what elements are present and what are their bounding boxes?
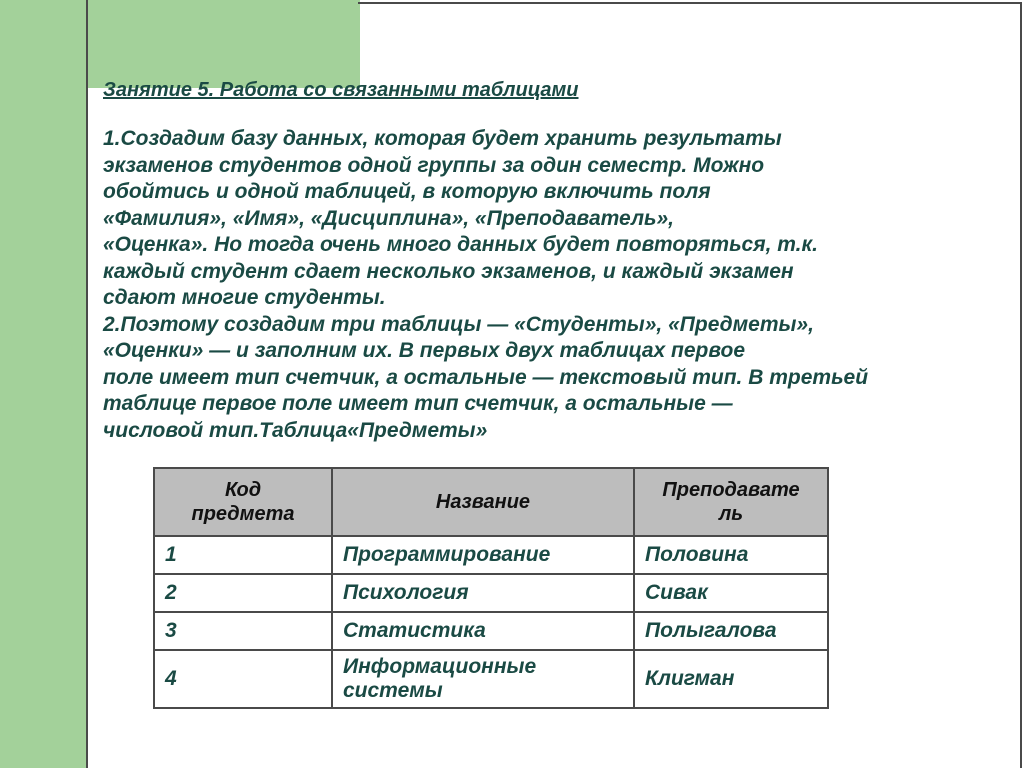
slide-title: Занятие 5. Работа со связанными таблицами <box>103 79 579 101</box>
header-subject-code: Код предмета <box>154 468 332 536</box>
paragraph-line: каждый студент сдает несколько экзаменов, и каждый экзамен <box>103 259 794 283</box>
table-header-row <box>154 468 828 536</box>
header-teacher: Преподавате ль <box>634 468 828 536</box>
cell-teacher: Полыгалова <box>634 612 828 650</box>
table-row <box>154 574 828 612</box>
paragraph-line: «Фамилия», «Имя», «Дисциплина», «Преподаватель», <box>103 206 674 230</box>
paragraph-line: 2.Поэтому создадим три таблицы — «Студенты», «Предметы», <box>103 312 814 336</box>
paragraph-line: поле имеет тип счетчик, а остальные — текстовый тип. В третьей <box>103 365 869 389</box>
cell-name: Программирование <box>332 536 634 574</box>
cell-code: 1 <box>154 536 332 574</box>
cell-code: 2 <box>154 574 332 612</box>
slide-paragraph <box>103 126 983 444</box>
paragraph-line: сдают многие студенты. <box>103 286 386 309</box>
cell-code: 3 <box>154 612 332 650</box>
slide-frame-right <box>1020 2 1022 768</box>
table-row <box>154 650 828 708</box>
paragraph-line: 1.Создадим базу данных, которая будет хранить результаты <box>103 127 782 150</box>
cell-name: Психология <box>332 574 634 612</box>
green-accent-bar <box>0 0 88 768</box>
paragraph-line: «Оценки» — и заполним их. В первых двух таблицах первое <box>103 339 746 362</box>
cell-code: 4 <box>154 650 332 708</box>
paragraph-line: «Оценка». Но тогда очень много данных будет повторяться, т.к. <box>103 233 818 256</box>
subjects-table <box>153 467 829 709</box>
paragraph-line: экзаменов студентов одной группы за один семестр. Можно <box>103 153 765 177</box>
cell-teacher: Половина <box>634 536 828 574</box>
paragraph-line: таблице первое поле имеет тип счетчик, а остальные — <box>103 392 733 415</box>
cell-name: Статистика <box>332 612 634 650</box>
header-subject-name: Название <box>332 468 634 536</box>
slide-frame-top <box>358 2 1022 4</box>
cell-name: Информационные системы <box>332 650 634 708</box>
slide-content <box>103 70 983 444</box>
cell-teacher: Сивак <box>634 574 828 612</box>
paragraph-line: числовой тип.Таблица«Предметы» <box>103 418 488 442</box>
paragraph-line: обойтись и одной таблицей, в которую включить поля <box>103 180 711 203</box>
table-row <box>154 612 828 650</box>
cell-teacher: Клигман <box>634 650 828 708</box>
table-row <box>154 536 828 574</box>
